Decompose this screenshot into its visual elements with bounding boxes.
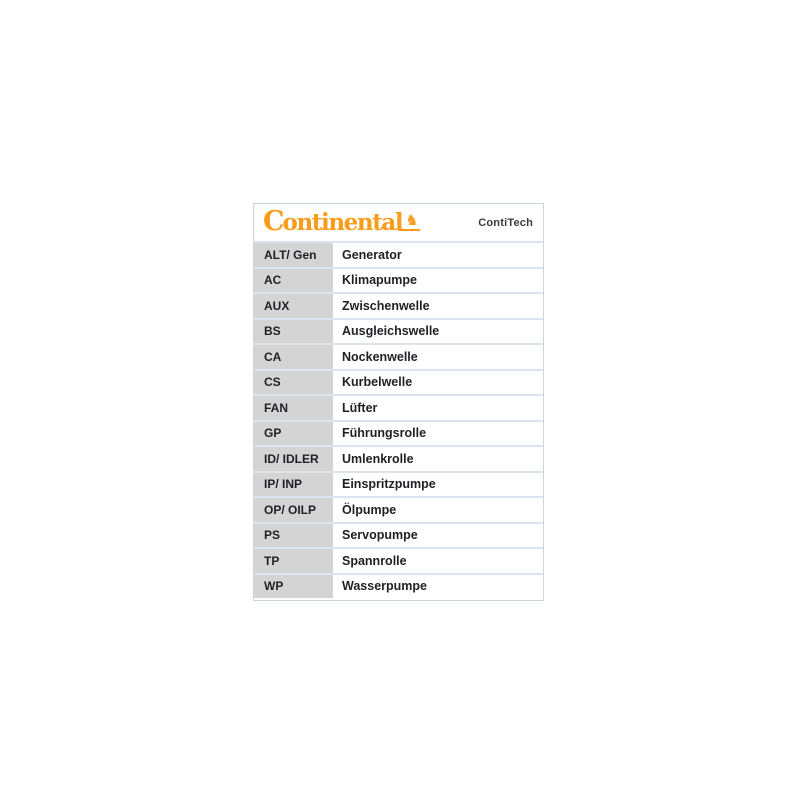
table-row (254, 573, 543, 599)
table-row (254, 241, 543, 267)
continental-logo (263, 206, 420, 237)
meaning-cell: Generator (333, 243, 543, 267)
meaning-cell: Ölpumpe (333, 498, 543, 522)
table-row (254, 522, 543, 548)
table-row (254, 445, 543, 471)
abbr-cell: AC (254, 269, 333, 293)
abbr-cell: ALT/ Gen (254, 243, 333, 267)
abbr-cell: ID/ IDLER (254, 447, 333, 471)
meaning-cell: Zwischenwelle (333, 294, 543, 318)
rearing-horse-icon: ♞ (405, 211, 419, 229)
table-row (254, 496, 543, 522)
legend-table (254, 241, 543, 600)
table-row (254, 420, 543, 446)
meaning-cell: Lüfter (333, 396, 543, 420)
brand-header (254, 204, 543, 241)
table-row (254, 267, 543, 293)
table-row (254, 292, 543, 318)
meaning-cell: Ausgleichswelle (333, 320, 543, 344)
abbr-cell: AUX (254, 294, 333, 318)
meaning-cell: Führungsrolle (333, 422, 543, 446)
meaning-cell: Umlenkrolle (333, 447, 543, 471)
abbr-cell: CS (254, 371, 333, 395)
abbreviation-legend-card (253, 203, 544, 601)
meaning-cell: Kurbelwelle (333, 371, 543, 395)
abbr-cell: WP (254, 575, 333, 599)
meaning-cell: Klimapumpe (333, 269, 543, 293)
table-row (254, 369, 543, 395)
meaning-cell: Wasserpumpe (333, 575, 543, 599)
abbr-cell: FAN (254, 396, 333, 420)
continental-wordmark: Continental (263, 206, 403, 237)
meaning-cell: Einspritzpumpe (333, 473, 543, 497)
abbr-cell: TP (254, 549, 333, 573)
meaning-cell: Nockenwelle (333, 345, 543, 369)
meaning-cell: Spannrolle (333, 549, 543, 573)
table-row (254, 471, 543, 497)
abbr-cell: CA (254, 345, 333, 369)
abbr-cell: IP/ INP (254, 473, 333, 497)
contitech-logo: ContiTech (478, 216, 533, 229)
table-row (254, 394, 543, 420)
table-row (254, 547, 543, 573)
abbr-cell: PS (254, 524, 333, 548)
table-row (254, 318, 543, 344)
abbr-cell: BS (254, 320, 333, 344)
meaning-cell: Servopumpe (333, 524, 543, 548)
abbr-cell: GP (254, 422, 333, 446)
table-row (254, 343, 543, 369)
abbr-cell: OP/ OILP (254, 498, 333, 522)
horse-underline (398, 213, 419, 231)
